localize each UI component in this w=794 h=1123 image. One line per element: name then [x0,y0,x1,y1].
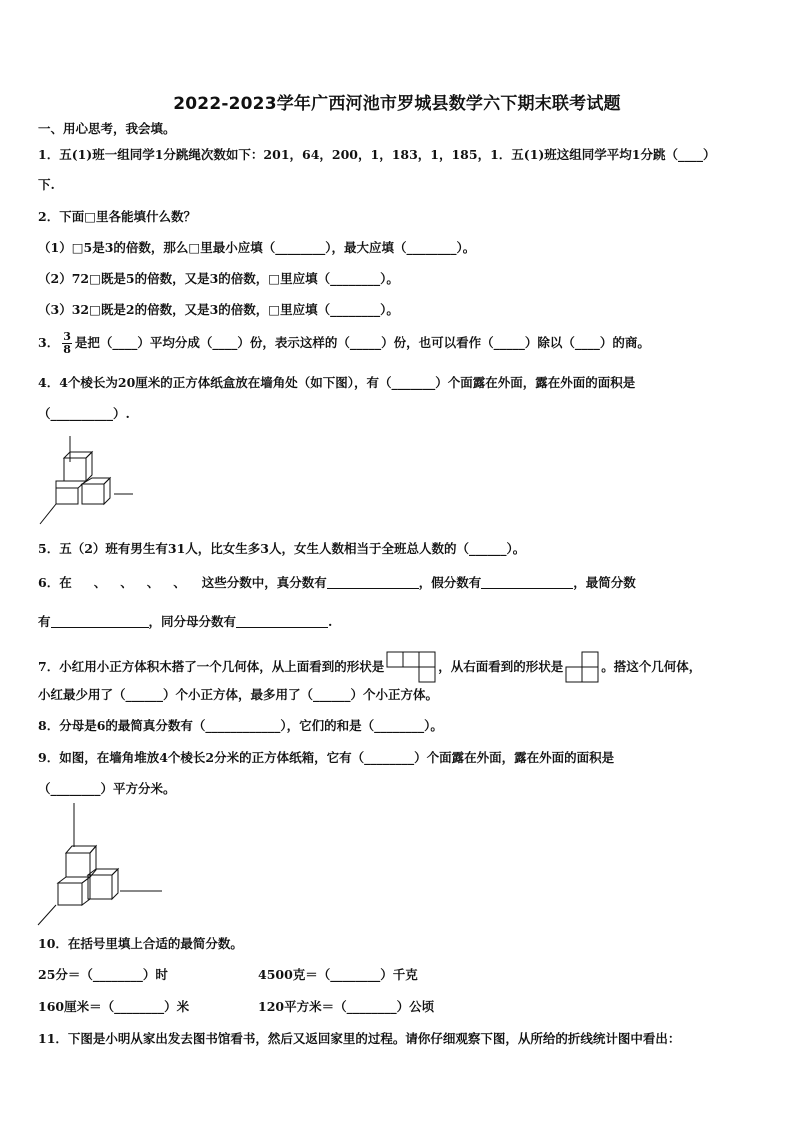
question-8: 8．分母是6的最简真分数有（____________），它们的和是（________）。 [38,718,443,733]
question-4-line2: （__________）. [38,406,130,421]
top-view-icon [386,651,436,683]
proper-fractions-blank[interactable] [327,576,419,589]
fraction-numerator: 3 [63,330,71,343]
right-view-icon [565,651,599,683]
question-4-line1: 4．4个棱长为20厘米的正方体纸盒放在墙角处（如下图），有（_______）个面露在外面，露在外面的面积是 [38,375,636,390]
cubes-in-corner-figure-1 [38,436,138,528]
question-1-line1: 1．五(1)班一组同学1分跳绳次数如下：201，64，200，1，183，1，185，1．五(1)班这组同学平均1分跳（____） [38,147,716,162]
question-2-part3: （3）32□既是2的倍数，又是3的倍数，□里应填（________）。 [38,302,399,317]
cubes-in-corner-figure-2 [36,803,164,929]
q6-text-3: ，假分数有 [418,575,482,590]
q6-comma-1: 、 [93,575,107,590]
question-2-part1: （1）□5是3的倍数，那么□里最小应填（________），最大应填（________）。 [38,240,476,255]
question-1-line2: 下. [38,177,55,192]
question-3-number: 3． [38,335,60,350]
q6-comma-2: 、 [120,575,133,590]
question-7-line2: 小红最少用了（______）个小正方体，最多用了（______）个小正方体。 [38,687,439,702]
question-6-line1 [38,575,636,591]
question-9-line1: 9．如图，在墙角堆放4个棱长2分米的正方体纸箱，它有（________）个面露在外面，露在外面的面积是 [38,750,615,765]
q6-text-7: . [328,614,333,629]
question-3 [38,331,650,356]
q7-text-3: 。搭这个几何体， [601,659,702,674]
question-11: 11．下图是小明从家出发去图书馆看书，然后又返回家里的过程。请你仔细观察下图，从所给的折线统计图中看出： [38,1031,681,1046]
q7-text-2: ，从右面看到的形状是 [438,659,564,674]
question-3-text: 是把（____）平均分成（____）份，表示这样的（_____）份，也可以看作（_____）除以（____）的商。 [74,335,650,350]
question-10-stem: 10．在括号里填上合适的最简分数。 [38,936,243,951]
fraction-3-8 [62,331,72,356]
q10-row2-col1: 160厘米＝（________）米 [38,999,190,1014]
q6-text-6: ，同分母分数有 [148,614,237,629]
question-5: 5．五（2）班有男生有31人，比女生多3人，女生人数相当于全班总人数的（______）。 [38,541,526,556]
improper-fractions-blank[interactable] [481,576,573,589]
simplest-fractions-blank[interactable] [51,615,149,628]
q6-text-2: 这些分数中，真分数有 [201,575,327,590]
q6-text-5: 有 [38,614,51,629]
page-title: 2022-2023学年广西河池市罗城县数学六下期末联考试题 [173,94,621,114]
q7-text-1: 7．小红用小正方体积木搭了一个几何体，从上面看到的形状是 [38,659,385,674]
q6-text-4: ，最简分数 [573,575,636,590]
question-2-part2: （2）72□既是5的倍数，又是3的倍数，□里应填（________）。 [38,271,399,286]
question-2-stem: 2．下面□里各能填什么数？ [38,209,197,224]
q10-row1-col2: 4500克＝（________）千克 [258,967,418,982]
q10-row1-col1: 25分＝（________）时 [38,967,168,982]
question-9-line2: （________）平方分米。 [38,781,176,796]
same-denominator-blank[interactable] [236,615,328,628]
fraction-denominator: 8 [63,343,71,356]
section-heading: 一、用心思考，我会填。 [38,121,176,136]
q6-comma-3: 、 [146,575,160,590]
question-7-line1 [38,651,701,683]
q6-text-1: 6．在 [38,575,72,590]
q6-comma-4: 、 [173,575,186,590]
q10-row2-col2: 120平方米＝（________）公顷 [258,999,435,1014]
question-6-line2 [38,614,332,630]
